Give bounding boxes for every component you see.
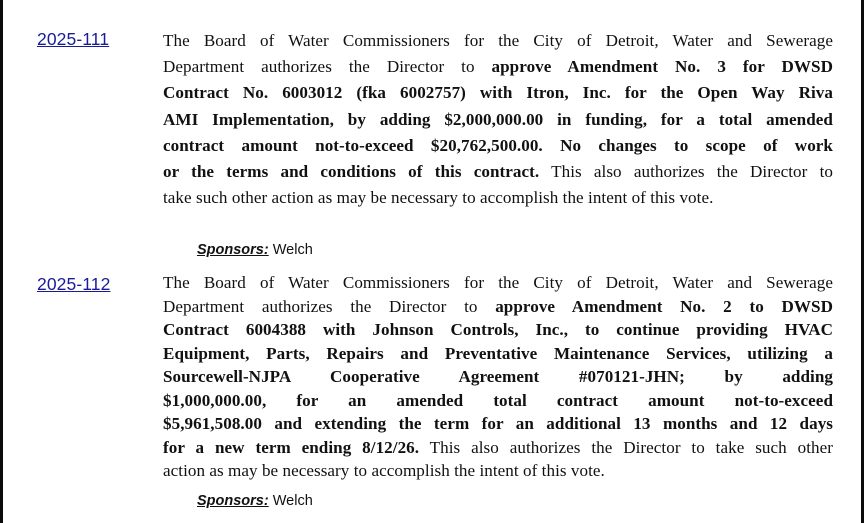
text-line: $1,000,000.00, for an amended total contract amount not-to-exceed (163, 390, 833, 410)
text-line: Contract No. 6003012 (fka 6002757) with Itron, Inc. for the Open Way Riva (163, 83, 833, 103)
text-line: Department authorizes the Director to approve Amendment No. 3 for DWSD (163, 57, 833, 77)
text-line: Equipment, Parts, Repairs and Preventative Maintenance Services, utilizing a (163, 343, 833, 363)
resolution-text-2025-112 (163, 271, 833, 483)
sponsors-2025-112 (197, 493, 313, 509)
text-line: for a new term ending 8/12/26. This also authorizes the Director to take such other (163, 437, 833, 457)
text-line: The Board of Water Commissioners for the City of Detroit, Water and Sewerage (163, 273, 833, 292)
sponsors-value: Welch (272, 493, 313, 509)
text-line: contract amount not-to-exceed $20,762,500.00. No changes to scope of work (163, 135, 833, 155)
text-line: Department authorizes the Director to approve Amendment No. 2 to DWSD (163, 296, 833, 316)
text-line: Contract 6004388 with Johnson Controls, Inc., to continue providing HVAC (163, 320, 833, 339)
text-line: The Board of Water Commissioners for the City of Detroit, Water and Sewerage (163, 31, 833, 50)
resolution-text-2025-111 (163, 28, 833, 211)
sponsors-value: Welch (272, 242, 313, 258)
text-line: Sourcewell-NJPA Cooperative Agreement #070121-JHN; by adding (163, 367, 833, 386)
page-left-edge (0, 0, 3, 523)
item-link-2025-111[interactable]: 2025-111 (37, 29, 110, 49)
text-line: or the terms and conditions of this contract. This also authorizes the Director to (163, 161, 833, 181)
text-line: $5,961,508.00 and extending the term for an additional 13 months and 12 days (163, 414, 833, 433)
text-line: take such other action as may be necessary to accomplish the intent of this vote. (163, 188, 714, 208)
sponsors-2025-111 (197, 242, 313, 258)
text-line: AMI Implementation, by adding $2,000,000.00 in funding, for a total amended (163, 109, 833, 129)
sponsors-label: Sponsors: (197, 493, 269, 509)
item-link-2025-112[interactable]: 2025-112 (37, 274, 111, 294)
text-line: action as may be necessary to accomplish the intent of this vote. (163, 461, 605, 480)
sponsors-label: Sponsors: (197, 242, 269, 258)
